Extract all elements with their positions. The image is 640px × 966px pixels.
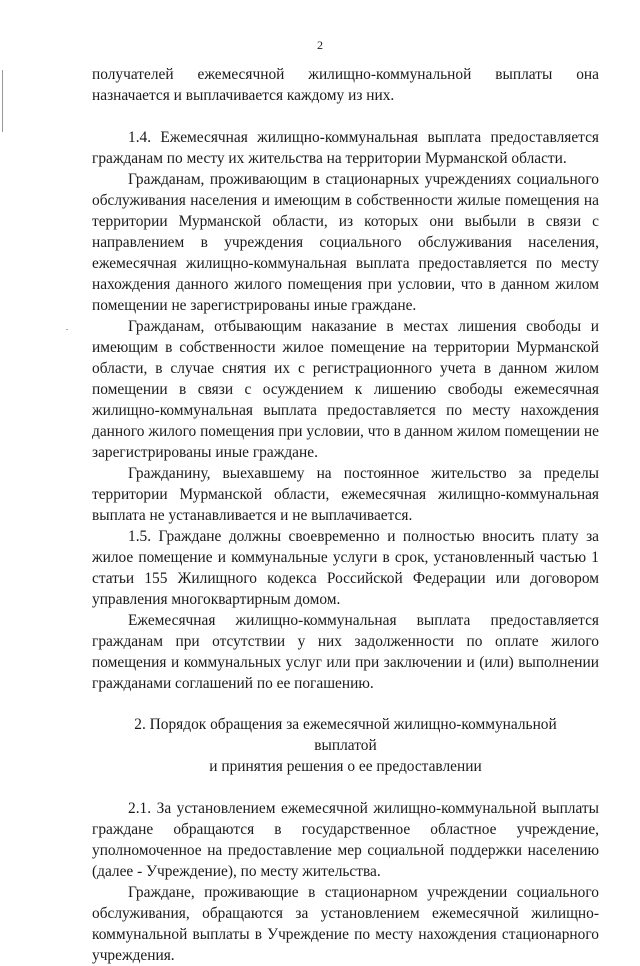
paragraph-relocation: Гражданину, выехавшему на постоянное жительство за пределы территории Мурманской области, ежемесячная жилищно-коммунальная выплата не устанавливается и не выплачивается. [92, 465, 599, 524]
document-body [92, 64, 599, 966]
page-number: 2 [317, 38, 323, 52]
paragraph-stationary-institutions: Гражданам, проживающим в стационарных учреждениях социального обслуживания населения и имеющим в собственности жилые помещения на территории Мурманской области, из которых они выбыли в связи с направлением в учреждения социального обслуживания населения, ежемесячная жилищно-коммунальная выплата предоставляется по месту нахождения данного жилого помещения при условии, что в данном жилом помещении не зарегистрированы иные граждане. [92, 171, 599, 314]
paragraph-imprisonment: Гражданам, отбывающим наказание в местах лишения свободы и имеющим в собственности жилое помещение на территории Мурманской области, в случае снятия их с регистрационного учета в данном жилом помещении в связи с осуждением к лишению свободы ежемесячная жилищно-коммунальная выплата предоставляется по месту нахождения данного жилого помещения при условии, что в данном жилом помещении не зарегистрированы иные граждане. [92, 318, 599, 461]
section-2-heading-line: выплатой [314, 737, 377, 754]
scan-margin-mark [2, 70, 3, 132]
paragraph-2-1: 2.1. За установлением ежемесячной жилищно-коммунальной выплаты граждане обращаются в государственное областное учреждение, уполномоченное на предоставление мер социальной поддержки населению (далее - Учреждение), по месту жительства. [92, 800, 599, 880]
paragraph-1-4: 1.4. Ежемесячная жилищно-коммунальная выплата предоставляется гражданам по месту их жительства на территории Мурманской области. [92, 129, 599, 167]
scan-speck [66, 329, 68, 330]
paragraph-no-debt: Ежемесячная жилищно-коммунальная выплата предоставляется гражданам при отсутствии у них задолженности по оплате жилого помещения и коммунальных услуг или при заключении и (или) выполнении гражданами соглашений по ее погашению. [92, 612, 599, 692]
section-2-heading-line: и принятия решения о ее предоставлении [209, 758, 482, 775]
paragraph-continuation: получателей ежемесячной жилищно-коммунальной выплаты она назначается и выплачивается каждому из них. [92, 66, 599, 104]
paragraph-stationary-residents: Граждане, проживающие в стационарном учреждении социального обслуживания, обращаются за установлением ежемесячной жилищно-коммунальной выплаты в Учреждение по месту нахождения стационарного учреждения. [92, 884, 599, 964]
paragraph-1-5: 1.5. Граждане должны своевременно и полностью вносить плату за жилое помещение и коммунальные услуги в срок, установленный частью 1 статьи 155 Жилищного кодекса Российской Федерации или договором управления многоквартирным домом. [92, 528, 599, 608]
section-2-heading [92, 714, 599, 777]
section-2-heading-line: 2. Порядок обращения за ежемесячной жилищно-коммунальной [134, 716, 557, 733]
